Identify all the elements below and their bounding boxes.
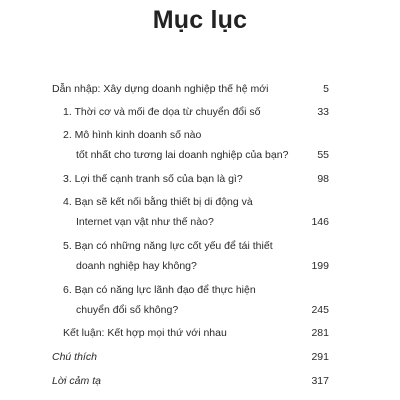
toc-entry-title-continuation: Internet vạn vật như thế nào? xyxy=(76,216,214,228)
toc-entry-page: 98 xyxy=(317,173,329,185)
toc-entry-title: Dẫn nhập: Xây dựng doanh nghiệp thế hệ mới xyxy=(52,83,269,95)
toc-entry-title: 6. Bạn có năng lực lãnh đạo để thực hiện xyxy=(63,284,256,296)
toc-entry-title: 2. Mô hình kinh doanh số nào xyxy=(63,129,202,141)
toc-entry-title: 5. Bạn có những năng lực cốt yếu để tái thiết xyxy=(63,240,273,252)
toc-entry-page: 146 xyxy=(311,216,329,228)
toc-entry-title: 1. Thời cơ và mối đe dọa từ chuyển đổi số xyxy=(63,106,261,118)
toc-entry-title: 4. Bạn sẽ kết nối bằng thiết bị di động và xyxy=(63,196,253,208)
toc-entry-title: Lời cảm tạ xyxy=(52,375,101,387)
toc-entry-title: Kết luận: Kết hợp mọi thứ với nhau xyxy=(63,327,227,339)
toc-entry-page: 291 xyxy=(311,351,329,363)
toc-entry-title: 3. Lợi thế cạnh tranh số của bạn là gì? xyxy=(63,173,243,185)
toc-entry-page: 33 xyxy=(317,106,329,118)
toc-entry-page: 199 xyxy=(311,260,329,272)
toc-entry-page: 5 xyxy=(323,83,329,95)
toc-entry-title-continuation: chuyển đổi số không? xyxy=(76,304,179,316)
page-title: Mục lục xyxy=(152,6,248,34)
toc-entry-page: 245 xyxy=(311,304,329,316)
toc-entry-page: 317 xyxy=(311,375,329,387)
toc-entry-title: Chú thích xyxy=(52,351,97,363)
toc-entry-page: 281 xyxy=(311,327,329,339)
toc-entry-page: 55 xyxy=(317,149,329,161)
toc-entry-title-continuation: tốt nhất cho tương lai doanh nghiệp của bạn? xyxy=(76,149,289,161)
toc-entry-title-continuation: doanh nghiệp hay không? xyxy=(76,260,197,272)
